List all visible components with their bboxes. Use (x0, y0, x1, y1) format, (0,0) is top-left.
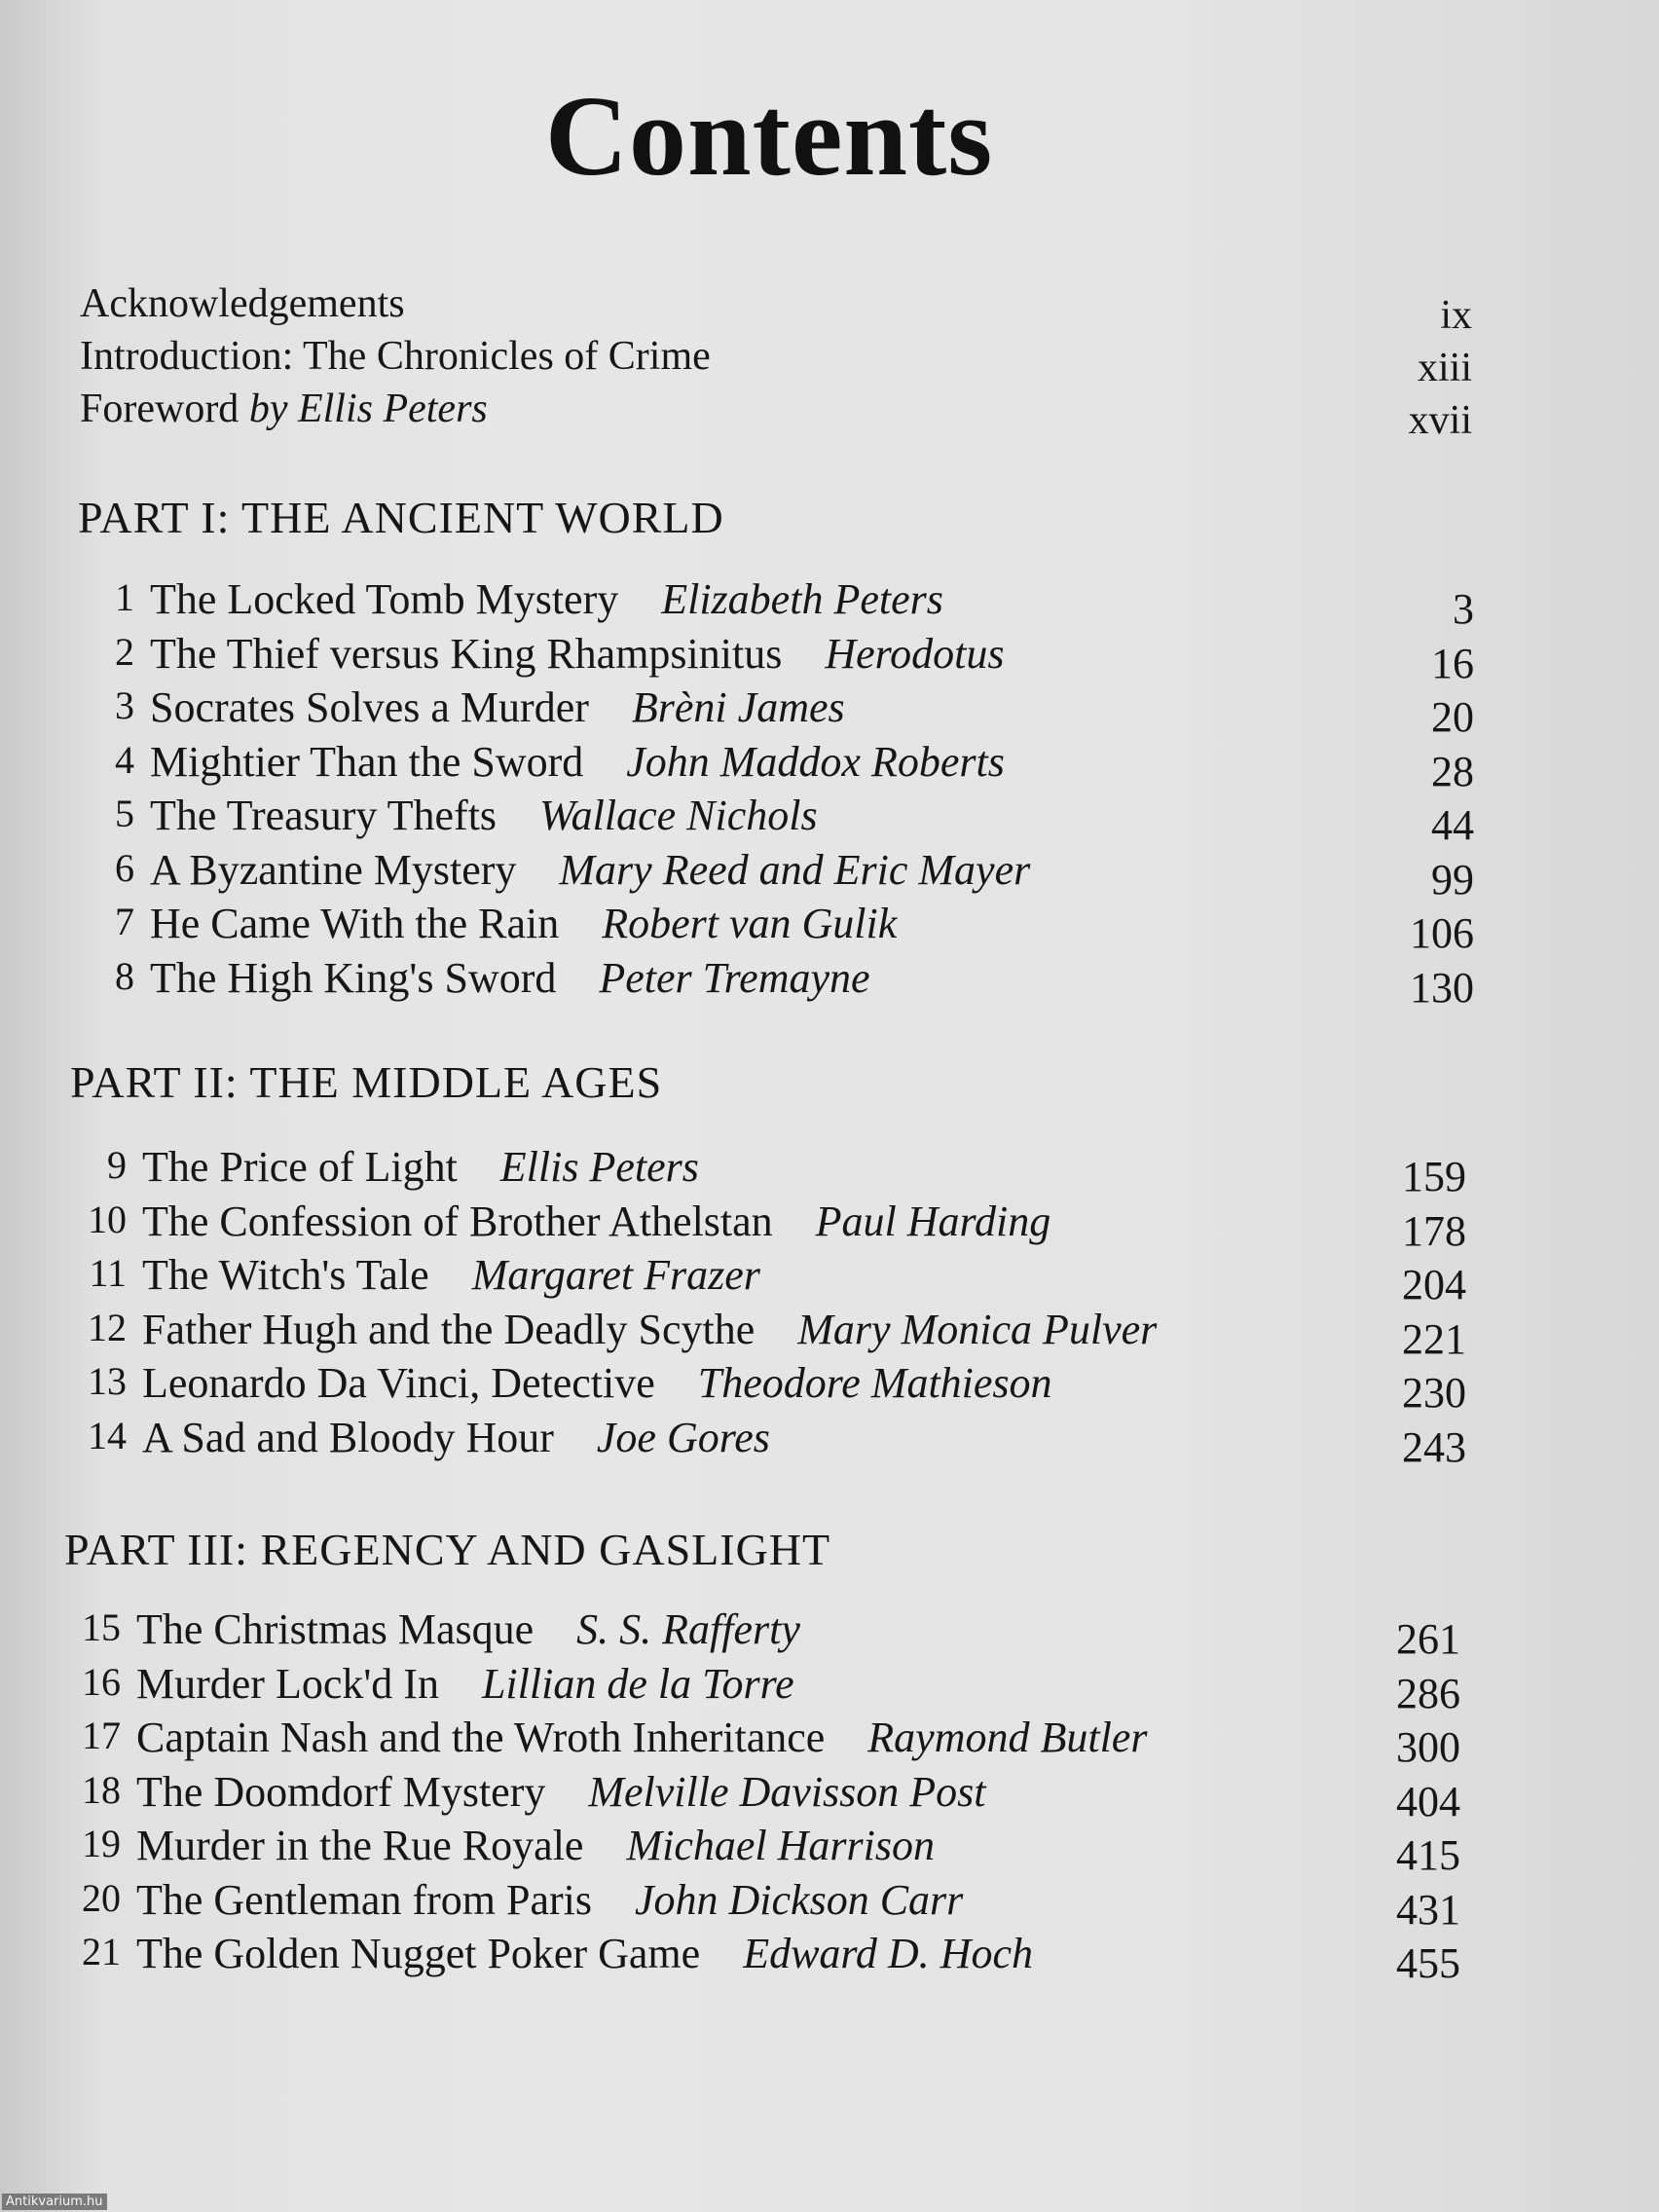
story-author: Mary Reed and Eric Mayer (559, 845, 1031, 894)
entry-page: 99 (1431, 855, 1474, 903)
page-title: Contents (544, 72, 994, 200)
story-author: Wallace Nichols (539, 792, 818, 839)
entry-page: 20 (1431, 693, 1474, 741)
entry-number: 6 (115, 845, 134, 890)
story-author: Mary Monica Pulver (797, 1305, 1158, 1353)
story-author: Brèni James (631, 683, 845, 731)
story-author: Edward D. Hoch (743, 1930, 1033, 1977)
toc-entry (58, 1713, 1460, 1771)
story-title: The Locked Tomb Mystery (150, 575, 619, 623)
toc-entry (64, 1142, 1466, 1200)
story-author: Theodore Mathieson (697, 1359, 1052, 1407)
entry-page: 130 (1410, 963, 1474, 1012)
story-author: Paul Harding (815, 1197, 1051, 1245)
entry-number: 10 (88, 1197, 127, 1241)
story-title: The Christmas Masque (136, 1605, 535, 1653)
entry-page: 286 (1396, 1669, 1460, 1717)
story-title: The High King's Sword (150, 953, 557, 1002)
part-heading: PART III: REGENCY AND GASLIGHT (64, 1525, 831, 1574)
story-author: Lillian de la Torre (481, 1659, 794, 1708)
story-title: He Came With the Rain (150, 900, 560, 947)
entry-story (150, 682, 845, 732)
story-title: The Doomdorf Mystery (136, 1767, 546, 1816)
entry-number: 20 (82, 1875, 121, 1920)
entry-number: 21 (82, 1930, 121, 1973)
entry-number: 9 (107, 1143, 127, 1187)
front-matter-item (80, 333, 1472, 390)
story-author: Peter Tremayne (599, 953, 870, 1002)
entry-page: 16 (1431, 639, 1474, 687)
toc-entry (72, 953, 1474, 1012)
entry-story (142, 1358, 1052, 1408)
story-title: Murder in the Rue Royale (136, 1822, 584, 1869)
toc-entry (64, 1413, 1466, 1471)
toc-entry (58, 1929, 1460, 1987)
entry-number: 8 (115, 953, 134, 998)
entry-number: 5 (115, 792, 134, 835)
entry-story (136, 1875, 963, 1925)
story-author: Elizabeth Peters (661, 575, 943, 623)
entry-story (150, 899, 897, 948)
front-matter-item (80, 280, 1472, 338)
entry-page: 3 (1453, 585, 1474, 633)
front-matter-title: Introduction: The Chronicles of Crime (80, 334, 711, 379)
part-heading: PART II: THE MIDDLE AGES (70, 1057, 663, 1107)
entry-story (150, 629, 1005, 679)
toc-entry (64, 1250, 1466, 1309)
entry-number: 11 (89, 1251, 127, 1295)
story-author: John Dickson Carr (634, 1875, 964, 1924)
story-title: Leonardo Da Vinci, Detective (142, 1359, 655, 1407)
story-title: The Confession of Brother Athelstan (142, 1197, 773, 1245)
entry-story (150, 953, 870, 1003)
toc-entry (72, 682, 1474, 741)
front-matter-page: xvii (1408, 398, 1472, 443)
entry-number: 2 (115, 629, 134, 674)
entry-page: 106 (1410, 909, 1474, 957)
story-author: Herodotus (825, 629, 1005, 678)
toc-entry (72, 845, 1474, 903)
watermark: Antikvarium.hu (2, 2194, 107, 2210)
entry-page: 243 (1402, 1422, 1466, 1471)
story-author: S. S. Rafferty (576, 1605, 800, 1653)
entry-number: 1 (115, 575, 134, 619)
story-author: Robert van Gulik (602, 900, 898, 947)
front-matter-title: Acknowledgements (80, 281, 405, 326)
story-title: The Gentleman from Paris (136, 1875, 592, 1924)
toc-entry (58, 1659, 1460, 1717)
story-author: Ellis Peters (499, 1143, 699, 1191)
front-matter-item (80, 386, 1472, 443)
front-matter-title: Foreword (80, 387, 240, 431)
entry-number: 18 (82, 1767, 121, 1812)
entry-page: 455 (1396, 1939, 1460, 1987)
part-3-entries (58, 1604, 1460, 1987)
story-author: John Maddox Roberts (626, 737, 1005, 786)
entry-story (142, 1197, 1051, 1246)
front-matter-byline: by Ellis Peters (248, 387, 488, 431)
entry-number: 14 (88, 1413, 127, 1457)
toc-entry (58, 1604, 1460, 1663)
story-title: The Treasury Thefts (150, 792, 498, 839)
entry-number: 4 (115, 737, 134, 782)
entry-page: 415 (1396, 1831, 1460, 1879)
entry-story (136, 1821, 935, 1870)
entry-number: 7 (115, 900, 134, 943)
story-author: Raymond Butler (867, 1714, 1148, 1761)
part-1-entries (72, 574, 1474, 1012)
toc-entry (64, 1305, 1466, 1363)
story-title: Captain Nash and the Wroth Inheritance (136, 1714, 826, 1761)
entry-story (142, 1250, 760, 1300)
story-title: Murder Lock'd In (136, 1659, 439, 1708)
entry-page: 404 (1396, 1777, 1460, 1825)
entry-story (142, 1305, 1157, 1354)
front-matter-list (80, 280, 1472, 443)
front-matter-page: xiii (1417, 346, 1472, 390)
toc-entry (64, 1197, 1466, 1255)
toc-entry (72, 899, 1474, 957)
entry-story (150, 845, 1030, 895)
entry-story (142, 1142, 699, 1192)
entry-number: 13 (88, 1359, 127, 1403)
front-matter-title-wrap (80, 386, 488, 432)
toc-entry (64, 1358, 1466, 1417)
entry-number: 16 (82, 1659, 121, 1704)
entry-page: 221 (1402, 1314, 1466, 1363)
story-title: The Witch's Tale (142, 1251, 429, 1299)
toc-entry (58, 1875, 1460, 1934)
story-title: The Golden Nugget Poker Game (136, 1930, 701, 1977)
front-matter-page: ix (1440, 293, 1472, 338)
entry-story (136, 1929, 1033, 1978)
entry-page: 261 (1396, 1615, 1460, 1663)
entry-page: 431 (1396, 1885, 1460, 1934)
story-title: Mightier Than the Sword (150, 737, 584, 786)
entry-story (136, 1604, 800, 1654)
toc-entry (72, 574, 1474, 633)
entry-page: 300 (1396, 1723, 1460, 1771)
entry-number: 3 (115, 683, 134, 727)
entry-story (136, 1767, 986, 1817)
story-title: A Sad and Bloody Hour (142, 1413, 554, 1461)
entry-story (150, 791, 818, 840)
entry-story (142, 1413, 770, 1462)
toc-entry (72, 737, 1474, 795)
entry-story (150, 737, 1005, 787)
entry-page: 230 (1402, 1369, 1466, 1417)
entry-page: 159 (1402, 1153, 1466, 1200)
toc-entry (72, 791, 1474, 849)
entry-number: 15 (82, 1605, 121, 1649)
entry-story (150, 574, 943, 624)
entry-story (136, 1659, 794, 1709)
entry-number: 17 (82, 1714, 121, 1757)
toc-entry (58, 1821, 1460, 1879)
story-title: The Thief versus King Rhampsinitus (150, 629, 783, 678)
entry-page: 204 (1402, 1261, 1466, 1309)
story-title: Socrates Solves a Murder (150, 683, 589, 731)
story-title: Father Hugh and the Deadly Scythe (142, 1305, 756, 1353)
entry-number: 12 (88, 1305, 127, 1349)
toc-entry (58, 1767, 1460, 1825)
part-heading: PART I: THE ANCIENT WORLD (78, 493, 724, 542)
toc-entry (72, 629, 1474, 687)
entry-page: 178 (1402, 1206, 1466, 1255)
entry-story (136, 1713, 1147, 1762)
story-author: Melville Davisson Post (588, 1767, 986, 1816)
story-author: Michael Harrison (626, 1822, 935, 1869)
story-author: Margaret Frazer (471, 1251, 760, 1299)
story-title: A Byzantine Mystery (150, 845, 517, 894)
entry-number: 19 (82, 1822, 121, 1865)
story-title: The Price of Light (142, 1143, 458, 1191)
entry-page: 44 (1431, 801, 1474, 849)
part-2-entries (64, 1142, 1466, 1471)
story-author: Joe Gores (596, 1413, 770, 1461)
entry-page: 28 (1431, 747, 1474, 795)
